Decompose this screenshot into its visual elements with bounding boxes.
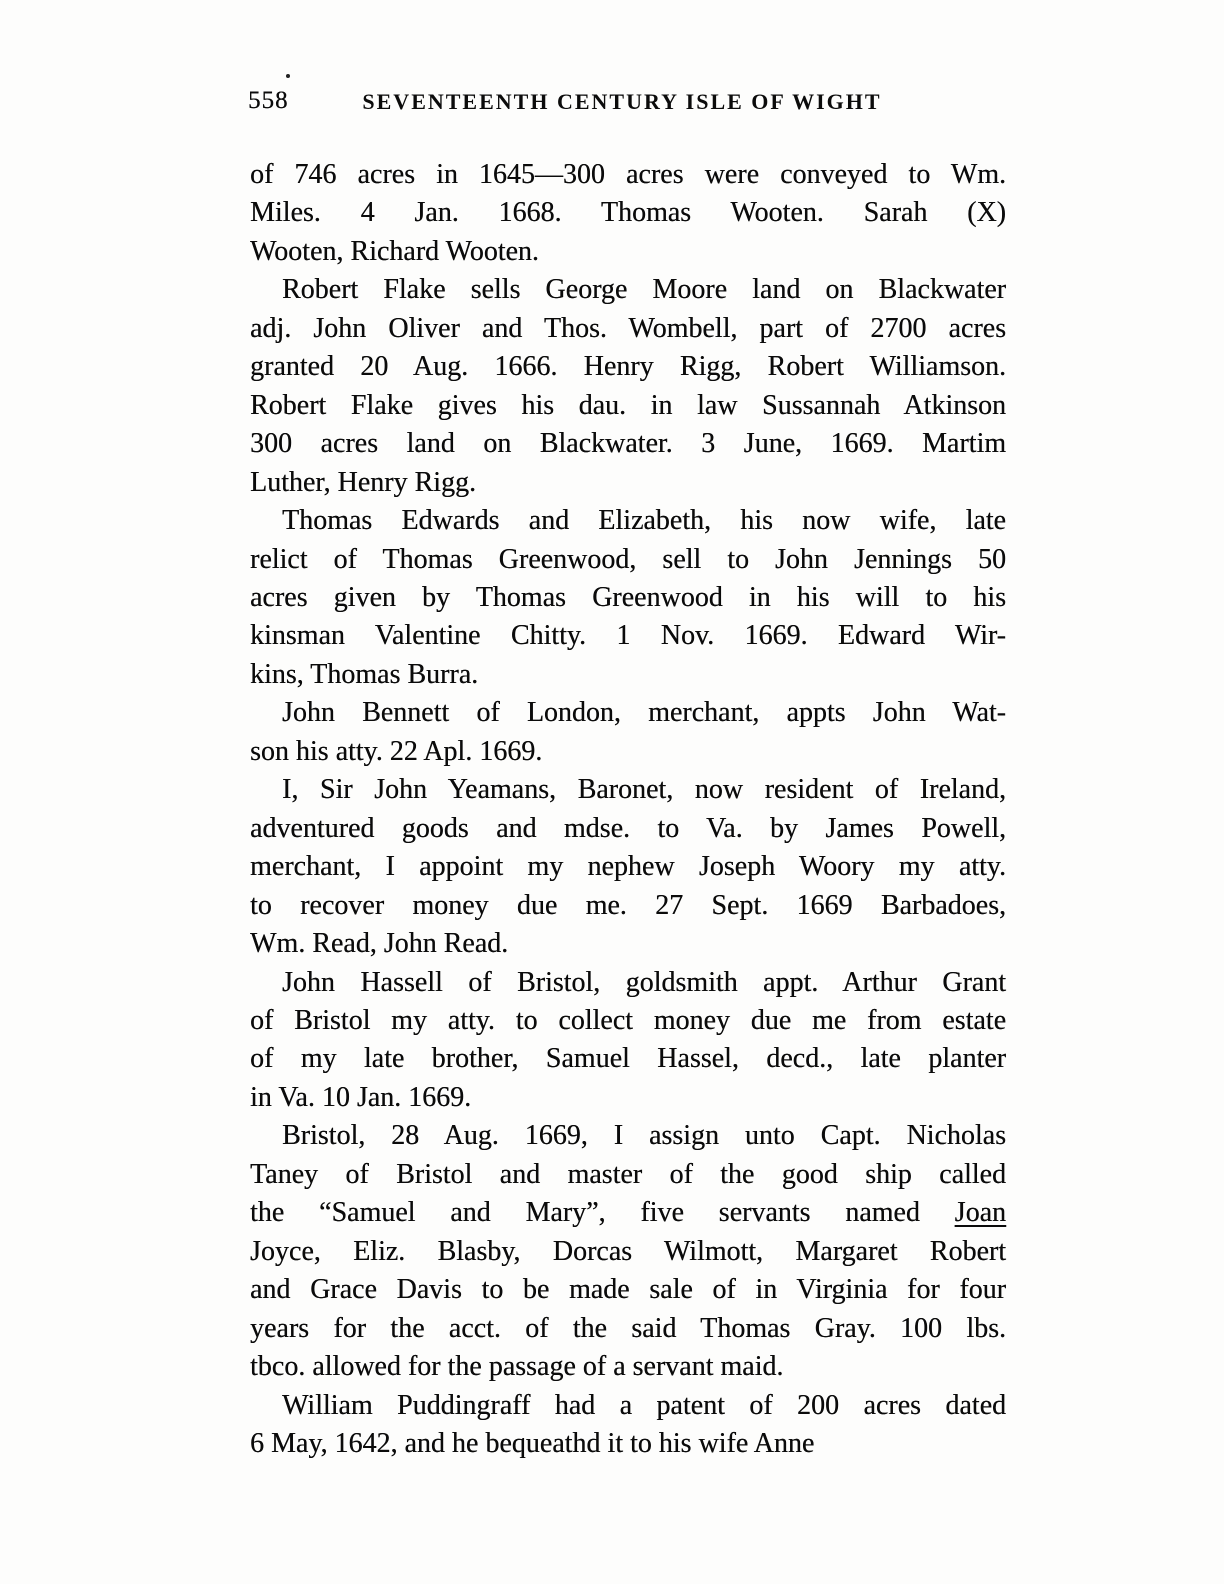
text-line: I, Sir John Yeamans, Baronet, now resident of Ireland, — [282, 774, 1006, 806]
text-line: of 746 acres in 1645—300 acres were conveyed to Wm. — [250, 159, 1006, 190]
paragraph — [250, 771, 1006, 963]
text-line: adventured goods and mdse. to Va. by James Powell, — [250, 812, 1006, 844]
text-line: of Bristol my atty. to collect money due me from estate — [250, 1004, 1006, 1036]
text-line: relict of Thomas Greenwood, sell to John Jennings 50 — [250, 543, 1006, 575]
text-line: Taney of Bristol and master of the good ship called — [250, 1158, 1006, 1190]
text-line: John Bennett of London, merchant, appts John Wat- — [282, 697, 1006, 729]
text-line: kinsman Valentine Chitty. 1 Nov. 1669. Edward Wir- — [250, 620, 1006, 652]
text-line: Wooten, Richard Wooten. — [250, 235, 539, 267]
text-line: Bristol, 28 Aug. 1669, I assign unto Capt. Nicholas — [282, 1120, 1006, 1152]
paragraph — [250, 271, 1006, 502]
text-line: Joyce, Eliz. Blasby, Dorcas Wilmott, Margaret Robert — [250, 1235, 1006, 1267]
paragraph — [250, 964, 1006, 1118]
page-body — [250, 156, 1006, 1463]
text-line: son his atty. 22 Apl. 1669. — [250, 735, 543, 767]
underlined-word: Joan — [954, 1197, 1006, 1229]
text-line: the “Samuel and Mary”, five servants named Joan — [250, 1197, 1006, 1229]
paragraph — [250, 502, 1006, 694]
text-column — [250, 0, 1006, 1463]
text-line: Robert Flake sells George Moore land on Blackwater — [282, 274, 1006, 306]
running-header-title: SEVENTEENTH CENTURY ISLE OF WIGHT — [362, 89, 882, 114]
paragraph — [250, 1387, 1006, 1464]
text-line: 300 acres land on Blackwater. 3 June, 1669. Martim — [250, 428, 1006, 460]
paragraph — [250, 156, 1006, 271]
text-line: granted 20 Aug. 1666. Henry Rigg, Robert Williamson. — [250, 351, 1006, 383]
text-line: years for the acct. of the said Thomas Gray. 100 lbs. — [250, 1312, 1006, 1344]
text-line: tbco. allowed for the passage of a servant maid. — [250, 1351, 784, 1383]
running-header — [250, 86, 1006, 114]
text-line: Luther, Henry Rigg. — [250, 466, 476, 498]
text-line: Miles. 4 Jan. 1668. Thomas Wooten. Sarah (X) — [250, 197, 1006, 229]
text-line: and Grace Davis to be made sale of in Virginia for four — [250, 1274, 1006, 1306]
page-number: 558 — [248, 87, 289, 114]
text-line: John Hassell of Bristol, goldsmith appt. Arthur Grant — [282, 966, 1006, 998]
text-line: adj. John Oliver and Thos. Wombell, part of 2700 acres — [250, 312, 1006, 344]
text-line: Thomas Edwards and Elizabeth, his now wife, late — [282, 505, 1006, 537]
text-line: in Va. 10 Jan. 1669. — [250, 1081, 472, 1113]
text-line: Wm. Read, John Read. — [250, 928, 509, 960]
text-line: kins, Thomas Burra. — [250, 658, 479, 690]
text-line: merchant, I appoint my nephew Joseph Woory my atty. — [250, 851, 1006, 883]
text-line: to recover money due me. 27 Sept. 1669 Barbadoes, — [250, 889, 1006, 921]
text-line: 6 May, 1642, and he bequeathd it to his wife Anne — [250, 1427, 815, 1459]
text-line: William Puddingraff had a patent of 200 acres dated — [282, 1389, 1006, 1421]
paragraph — [250, 1117, 1006, 1386]
text-line: of my late brother, Samuel Hassel, decd., late planter — [250, 1043, 1006, 1075]
paragraph — [250, 694, 1006, 771]
text-line: Robert Flake gives his dau. in law Sussannah Atkinson — [250, 389, 1006, 421]
text-line: acres given by Thomas Greenwood in his will to his — [250, 581, 1006, 613]
